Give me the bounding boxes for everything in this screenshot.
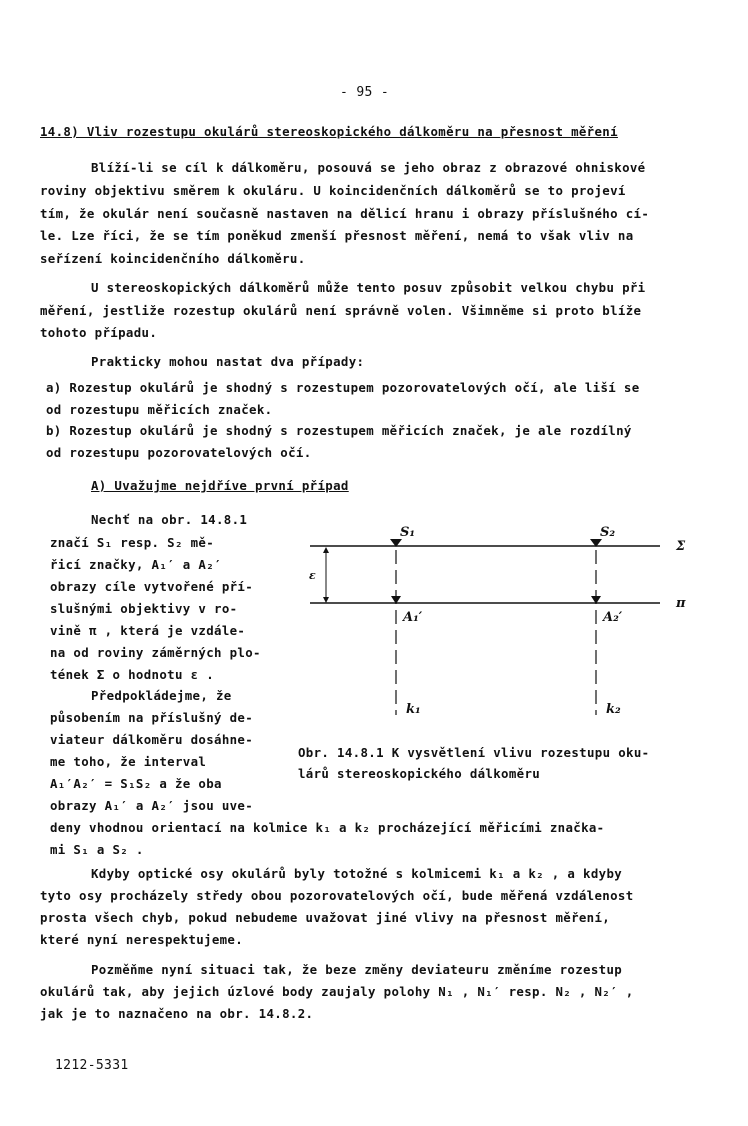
label-epsilon: ε: [309, 569, 316, 582]
label-s1: S₁: [400, 525, 416, 540]
paragraph-3: Prakticky mohou nastat dva případy:: [91, 354, 365, 369]
label-a2: A₂′: [603, 610, 623, 625]
text-line: A₁′A₂′ = S₁S₂ a že oba: [50, 776, 222, 791]
subheading: A) Uvažujme nejdříve první případ: [91, 478, 349, 493]
text-line: na od roviny záměrných plo-: [50, 645, 261, 660]
text-line: b) Rozestup okulárů je shodný s rozestupem měřicích značek, je ale rozdílný: [46, 423, 632, 438]
text-line: působením na příslušný de-: [50, 710, 254, 725]
text-line: značí S₁ resp. S₂ mě-: [50, 535, 215, 550]
text-line: tének Σ o hodnotu ε .: [50, 667, 215, 682]
label-k1: k₁: [406, 702, 421, 717]
text-line: slušnými objektivy v ro-: [50, 601, 238, 616]
text-line: Nechť na obr. 14.8.1: [91, 512, 248, 527]
text-line: a) Rozestup okulárů je shodný s rozestupem pozorovatelových očí, ale liší se: [46, 380, 640, 395]
footer-code: 1212-5331: [55, 1058, 129, 1073]
text-line: Blíží-li se cíl k dálkoměru, posouvá se jeho obraz z obrazové ohniskové: [91, 160, 646, 175]
caption-line: Obr. 14.8.1 K vysvětlení vlivu rozestupu oku-: [298, 745, 650, 760]
text-line: jak je to naznačeno na obr. 14.8.2.: [40, 1006, 314, 1021]
text-line: tohoto případu.: [40, 325, 158, 340]
eps-arrow-top: [323, 547, 329, 553]
text-line: od rozestupu měřicích značek.: [46, 402, 273, 417]
text-line: deny vhodnou orientací na kolmice k₁ a k₂ procházející měřicími značka-: [50, 820, 605, 835]
text-line: Předpokládejme, že: [91, 688, 232, 703]
section-heading: 14.8) Vliv rozestupu okulárů stereoskopického dálkoměru na přesnost měření: [40, 124, 618, 139]
text-line: řicí značky, A₁′ a A₂′: [50, 557, 222, 572]
eps-arrow-bottom: [323, 597, 329, 603]
text-line: měření, jestliže rozestup okulárů není správně volen. Všimněme si proto blíže: [40, 303, 642, 318]
text-line: viateur dálkoměru dosáhne-: [50, 732, 254, 747]
caption-line: lárů stereoskopického dálkoměru: [298, 766, 541, 781]
text-line: prosta všech chyb, pokud nebudeme uvažovat jiné vlivy na přesnost měření,: [40, 910, 611, 925]
text-line: mi S₁ a S₂ .: [50, 842, 144, 857]
page-number: - 95 -: [340, 85, 390, 100]
text-line: Pozměňme nyní situaci tak, že beze změny deviateuru změníme rozestup: [91, 962, 623, 977]
text-line: me toho, že interval: [50, 754, 207, 769]
text-line: roviny objektivu směrem k okuláru. U koincidenčních dálkoměrů se to projeví: [40, 183, 626, 198]
figure-14-8-1: [300, 515, 720, 725]
text-line: obrazy A₁′ a A₂′ jsou uve-: [50, 798, 254, 813]
label-pi: π: [676, 596, 686, 611]
text-line: které nyní nerespektujeme.: [40, 932, 244, 947]
text-line: le. Lze říci, že se tím poněkud zmenší přesnost měření, nemá to však vliv na: [40, 228, 634, 243]
label-a1: A₁′: [403, 610, 423, 625]
text-line: U stereoskopických dálkoměrů může tento posuv způsobit velkou chybu při: [91, 280, 646, 295]
label-sigma: Σ: [676, 539, 686, 554]
text-line: seřízení koincidenčního dálkoměru.: [40, 251, 306, 266]
text-line: vině π , která je vzdále-: [50, 623, 246, 638]
text-line: tyto osy procházely středy obou pozorovatelových očí, bude měřená vzdálenost: [40, 888, 634, 903]
text-line: od rozestupu pozorovatelových očí.: [46, 445, 312, 460]
label-k2: k₂: [606, 702, 621, 717]
text-line: Kdyby optické osy okulárů byly totožné s kolmicemi k₁ a k₂ , a kdyby: [91, 866, 623, 881]
text-line: obrazy cíle vytvořené pří-: [50, 579, 254, 594]
text-line: tím, že okulár není současně nastaven na dělicí hranu i obrazy příslušného cí-: [40, 206, 650, 221]
label-s2: S₂: [600, 525, 616, 540]
text-line: okulárů tak, aby jejich úzlové body zaujaly polohy N₁ , N₁′ resp. N₂ , N₂′ ,: [40, 984, 634, 999]
